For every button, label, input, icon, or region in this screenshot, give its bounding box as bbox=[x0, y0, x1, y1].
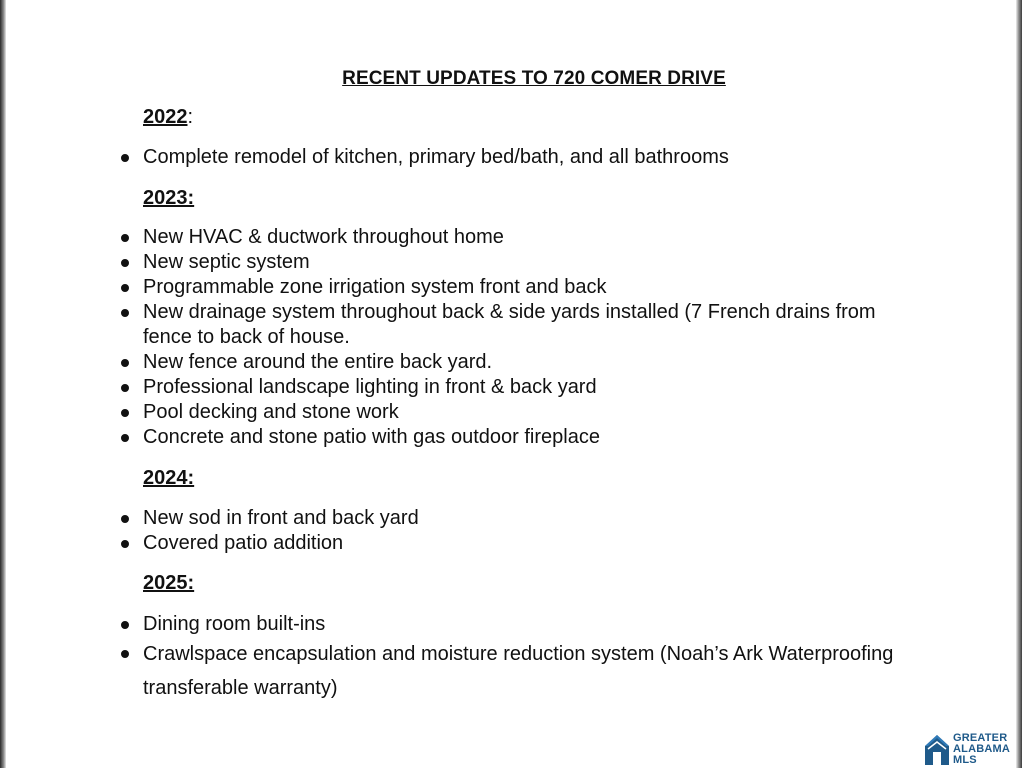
year-colon: : bbox=[187, 106, 194, 128]
year-heading-2024 bbox=[143, 466, 194, 491]
list-2023 bbox=[0, 225, 1022, 450]
list-item: Concrete and stone patio with gas outdoor fireplace bbox=[0, 425, 903, 450]
year-heading-2025 bbox=[143, 571, 194, 596]
list-item: New HVAC & ductwork throughout home bbox=[0, 225, 903, 250]
list-item: New fence around the entire back yard. bbox=[0, 350, 903, 375]
list-item: New sod in front and back yard bbox=[0, 506, 903, 531]
year-label: 2022 bbox=[143, 106, 188, 128]
year-label: 2025: bbox=[143, 572, 195, 594]
year-label: 2023: bbox=[143, 187, 195, 209]
list-item: Covered patio addition bbox=[0, 531, 903, 556]
list-item: Complete remodel of kitchen, primary bed/bath, and all bathrooms bbox=[0, 145, 903, 170]
list-item: Programmable zone irrigation system front and back bbox=[0, 275, 903, 300]
wordmark-line: MLS bbox=[953, 753, 977, 766]
list-item: Pool decking and stone work bbox=[0, 400, 903, 425]
wordmark-line: ALABAMA bbox=[953, 742, 1011, 755]
list-item: Professional landscape lighting in front & back yard bbox=[0, 375, 903, 400]
list-2022 bbox=[0, 145, 1022, 170]
list-item: Dining room built-ins bbox=[0, 612, 903, 637]
list-item: Crawlspace encapsulation and moisture reduction system (Noah’s Ark Waterproofing transferable warranty) bbox=[0, 637, 903, 705]
house-logo-icon bbox=[924, 732, 950, 766]
list-item: New septic system bbox=[0, 250, 903, 275]
year-heading-2022 bbox=[143, 105, 193, 130]
mls-wordmark bbox=[953, 733, 1010, 766]
document-title: RECENT UPDATES TO 720 COMER DRIVE bbox=[342, 68, 726, 89]
list-2024 bbox=[0, 506, 1022, 556]
list-item: New drainage system throughout back & side yards installed (7 French drains from fence to back of house. bbox=[0, 300, 903, 350]
year-label: 2024: bbox=[143, 467, 195, 489]
year-heading-2023 bbox=[143, 186, 194, 211]
wordmark-line: GREATER bbox=[953, 731, 1008, 744]
mls-watermark bbox=[924, 730, 1020, 768]
list-2025 bbox=[0, 612, 1022, 705]
